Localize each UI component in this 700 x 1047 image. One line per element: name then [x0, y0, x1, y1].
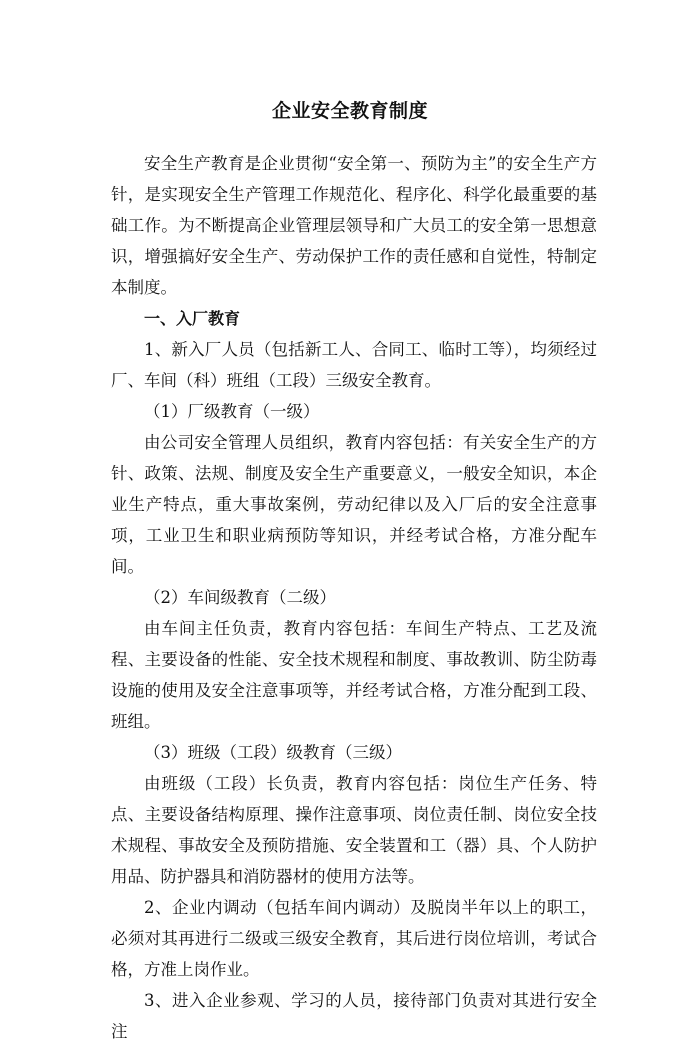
paragraph-visitors: 3、进入企业参观、学习的人员，接待部门负责对其进行安全注: [111, 991, 597, 1041]
subheading-workshop-level: （2）车间级教育（二级）: [144, 588, 336, 607]
document-body: [111, 148, 597, 1047]
document-title: 企业安全教育制度: [271, 100, 428, 122]
subheading-team-level: （3）班级（工段）级教育（三级）: [144, 743, 402, 762]
paragraph-workshop-level: 由车间主任负责，教育内容包括：车间生产特点、工艺及流程、主要设备的性能、安全技术规程和制度、事故教训、防尘防毒设施的使用及安全注意事项等，并经考试合格，方准分配到工段、班组。: [111, 619, 597, 731]
paragraph-internal-transfer: 2、企业内调动（包括车间内调动）及脱岗半年以上的职工，必须对其再进行二级或三级安全教育，其后进行岗位培训，考试合格，方准上岗作业。: [111, 898, 597, 979]
subheading-factory-level: （1）厂级教育（一级）: [144, 402, 320, 421]
intro-paragraph: 安全生产教育是企业贯彻“安全第一、预防为主”的安全生产方针，是实现安全生产管理工作规范化、程序化、科学化最重要的基础工作。为不断提高企业管理层领导和广大员工的安全第一思想意识，增强搞好安全生产、劳动保护工作的责任感和自觉性，特制定本制度。: [111, 154, 597, 297]
section-heading-entry-education: 一、入厂教育: [144, 309, 241, 328]
paragraph-factory-level: 由公司安全管理人员组织，教育内容包括：有关安全生产的方针、政策、法规、制度及安全生产重要意义，一般安全知识，本企业生产特点，重大事故案例，劳动纪律以及入厂后的安全注意事项，工业卫生和职业病预防等知识，并经考试合格，方准分配车间。: [111, 433, 597, 576]
paragraph-new-staff: 1、新入厂人员（包括新工人、合同工、临时工等），均须经过厂、车间（科）班组（工段）三级安全教育。: [111, 340, 597, 390]
paragraph-team-level: 由班级（工段）长负责，教育内容包括：岗位生产任务、特点、主要设备结构原理、操作注意事项、岗位责任制、岗位安全技术规程、事故安全及预防措施、安全装置和工（器）具、个人防护用品、防护器具和消防器材的使用方法等。: [111, 774, 597, 886]
